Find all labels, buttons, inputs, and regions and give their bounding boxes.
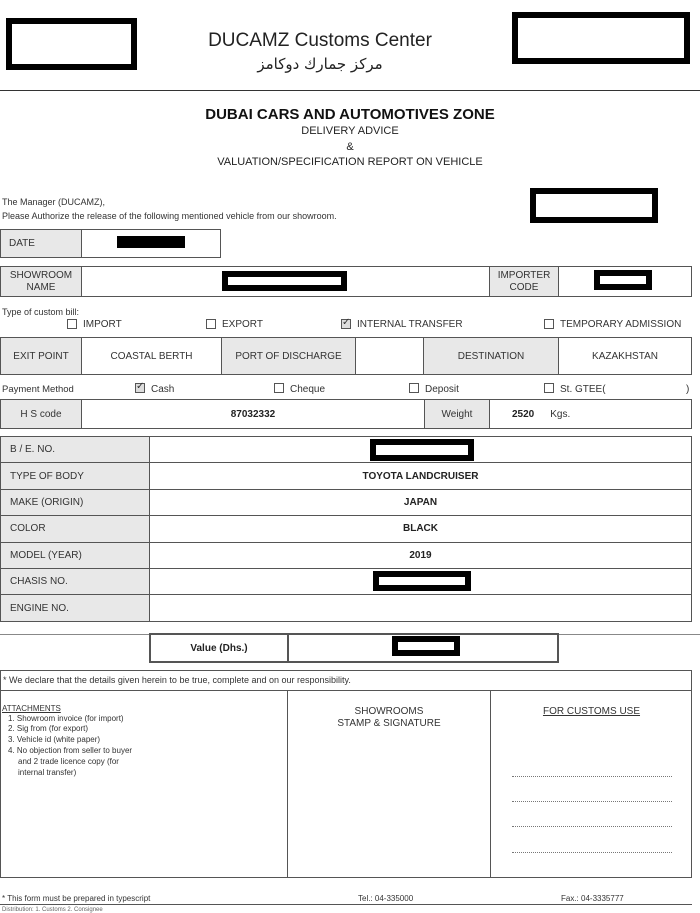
showroom-name-label: SHOWROOM NAME	[0, 266, 82, 297]
export-label: EXPORT	[222, 319, 263, 330]
port-of-discharge-value[interactable]	[355, 337, 424, 375]
vehicle-label-1: B / E. NO.	[0, 436, 150, 463]
redacted-date	[117, 236, 185, 248]
attachment-item-2: 2. Sig from (for export)	[8, 724, 89, 733]
internal-transfer-label: INTERNAL TRANSFER	[357, 319, 463, 330]
customs-line-3[interactable]	[512, 826, 672, 827]
export-checkbox[interactable]	[206, 319, 216, 329]
footer-note: * This form must be prepared in typescript	[2, 894, 151, 903]
footer-distribution: Distribution: 1. Customs 2. Consignee	[2, 907, 103, 913]
weight-field[interactable]	[489, 399, 692, 429]
form-title: DUBAI CARS AND AUTOMOTIVES ZONE	[205, 106, 495, 123]
date-label: DATE	[0, 229, 82, 258]
footer-fax: Fax.: 04-3335777	[561, 894, 624, 903]
redacted-value	[392, 636, 460, 656]
form-subtitle-1: DELIVERY ADVICE	[301, 125, 399, 137]
stamp-line-1: SHOWROOMS	[354, 706, 424, 717]
redacted-importer-code	[594, 270, 652, 290]
addressee: The Manager (DUCAMZ),	[2, 197, 106, 207]
center-title-arabic: مركز جمارك دوكامز	[257, 55, 383, 73]
weight-label: Weight	[424, 399, 490, 429]
deposit-checkbox[interactable]	[409, 383, 419, 393]
weight-unit: Kgs.	[550, 408, 571, 420]
importer-code-label: IMPORTER CODE	[489, 266, 559, 297]
vehicle-label-4: COLOR	[0, 515, 150, 542]
cheque-label: Cheque	[290, 384, 326, 395]
attachment-item-6: internal transfer)	[18, 768, 77, 777]
vehicle-label-5: MODEL (YEAR)	[0, 542, 150, 569]
deposit-label: Deposit	[425, 384, 459, 395]
vehicle-label-6: CHASIS NO.	[0, 568, 150, 595]
redacted-showroom-name	[222, 271, 347, 291]
port-of-discharge-label: PORT OF DISCHARGE	[221, 337, 356, 375]
st-gtee-checkbox[interactable]	[544, 383, 554, 393]
internal-transfer-checkbox[interactable]	[341, 319, 351, 329]
vehicle-value-5[interactable]: 2019	[149, 542, 692, 569]
redacted-reference	[530, 188, 658, 223]
customs-use-title: FOR CUSTOMS USE	[542, 706, 641, 717]
attachment-item-4: 4. No objection from seller to buyer	[8, 746, 133, 755]
center-title: DUCAMZ Customs Center	[208, 30, 432, 51]
vehicle-label-7: ENGINE NO.	[0, 594, 150, 621]
vehicle-label-3: MAKE (ORIGIN)	[0, 489, 150, 516]
redacted-logo-right	[512, 12, 690, 64]
customs-line-1[interactable]	[512, 776, 672, 777]
cheque-checkbox[interactable]	[274, 383, 284, 393]
vehicle-value-7[interactable]	[149, 594, 692, 621]
destination-label: DESTINATION	[423, 337, 559, 375]
vehicle-value-4[interactable]: BLACK	[149, 515, 692, 542]
payment-method-label: Payment Method	[2, 384, 74, 395]
cash-label: Cash	[151, 384, 175, 395]
temporary-admission-label: TEMPORARY ADMISSION	[560, 319, 682, 330]
vehicle-value-3[interactable]: JAPAN	[149, 489, 692, 516]
st-gtee-close-paren: )	[686, 384, 690, 395]
release-request: Please Authorize the release of the following mentioned vehicle from our showroom.	[2, 211, 337, 221]
form-subtitle-2: &	[346, 141, 354, 153]
custom-bill-label: Type of custom bill:	[2, 307, 80, 317]
hs-code-value[interactable]: 87032332	[81, 399, 425, 429]
stamp-line-2: STAMP & SIGNATURE	[337, 718, 441, 729]
value-label: Value (Dhs.)	[149, 633, 289, 663]
redacted-be-number	[370, 439, 474, 461]
footer-rule	[0, 904, 692, 905]
temporary-admission-checkbox[interactable]	[544, 319, 554, 329]
declaration-text: * We declare that the details given herein to be true, complete and on our responsibility.	[3, 675, 351, 685]
bottom-divider-2	[490, 690, 491, 878]
form-subtitle-3: VALUATION/SPECIFICATION REPORT ON VEHICLE	[217, 156, 483, 168]
exit-point-label: EXIT POINT	[0, 337, 82, 375]
attachment-item-3: 3. Vehicle id (white paper)	[8, 735, 101, 744]
import-label: IMPORT	[83, 319, 122, 330]
cash-checkbox[interactable]	[135, 383, 145, 393]
redacted-logo-left	[6, 18, 137, 70]
exit-point-value[interactable]: COASTAL BERTH	[81, 337, 222, 375]
attachment-item-1: 1. Showroom invoice (for import)	[8, 714, 124, 723]
customs-line-2[interactable]	[512, 801, 672, 802]
vehicle-value-2[interactable]: TOYOTA LANDCRUISER	[149, 462, 692, 489]
redacted-chassis-number	[373, 571, 471, 591]
vehicle-label-2: TYPE OF BODY	[0, 462, 150, 489]
hs-code-label: H S code	[0, 399, 82, 429]
st-gtee-label: St. GTEE(	[560, 384, 606, 395]
import-checkbox[interactable]	[67, 319, 77, 329]
attachments-title: ATTACHMENTS	[2, 704, 61, 713]
weight-value: 2520	[512, 408, 535, 420]
footer-tel: Tel.: 04-335000	[358, 894, 414, 903]
attachment-item-5: and 2 trade licence copy (for	[18, 757, 119, 766]
header-divider	[0, 90, 700, 91]
destination-value[interactable]: KAZAKHSTAN	[558, 337, 692, 375]
customs-line-4[interactable]	[512, 852, 672, 853]
